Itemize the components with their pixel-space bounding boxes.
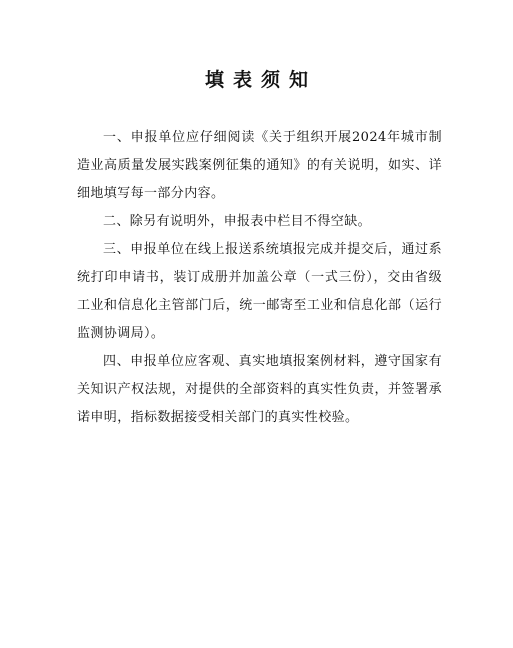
instructions-body	[77, 124, 442, 432]
page-title: 填表须知	[204, 69, 317, 91]
instruction-paragraph-3: 三、申报单位在线上报送系统填报完成并提交后，通过系统打印申请书，装订成册并加盖公章（一式三份），交由省级工业和信息化主管部门后，统一邮寄至工业和信息化部（运行监测协调局）。	[77, 242, 442, 341]
instruction-paragraph-4: 四、申报单位应客观、真实地填报案例材料，遵守国家有关知识产权法规，对提供的全部资料的真实性负责，并签署承诺申明，指标数据接受相关部门的真实性校验。	[77, 354, 442, 425]
instruction-paragraph-2: 二、除另有说明外，申报表中栏目不得空缺。	[103, 214, 372, 229]
instruction-paragraph-1: 一、申报单位应仔细阅读《关于组织开展2024年城市制造业高质量发展实践案例征集的通知》的有关说明，如实、详细地填写每一部分内容。	[77, 130, 442, 201]
